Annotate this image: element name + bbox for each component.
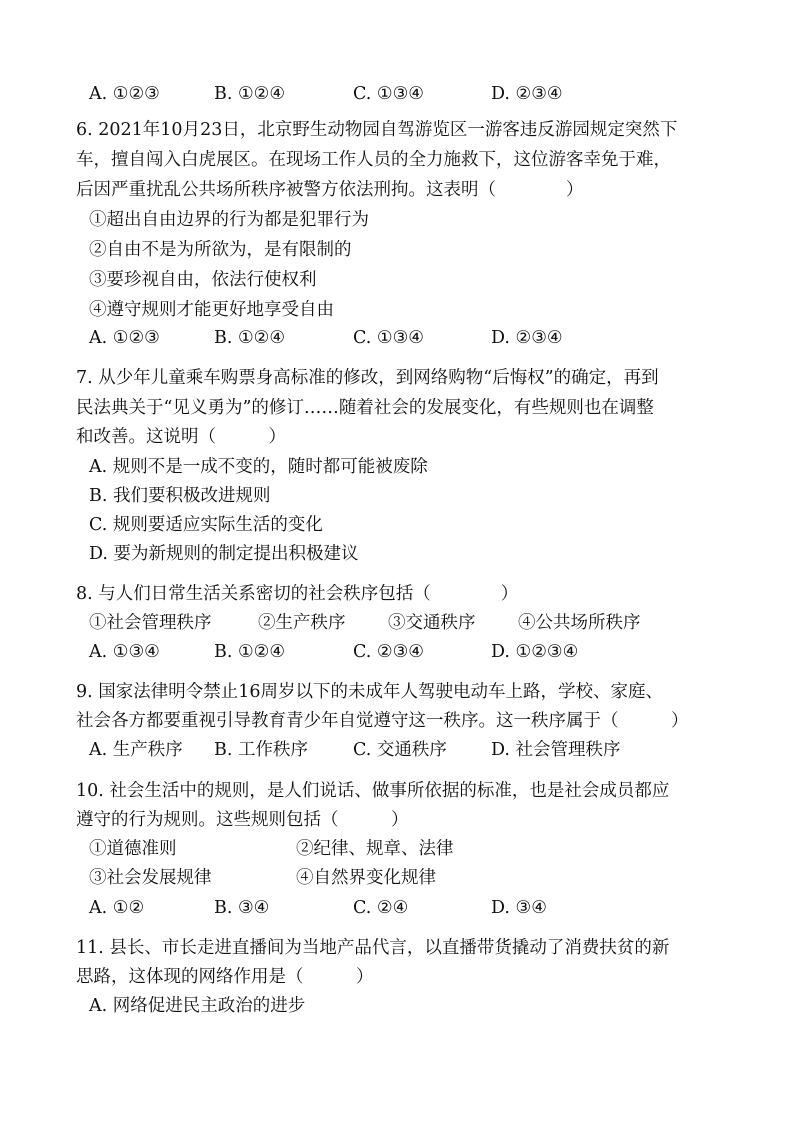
q6-option-d: D. ②③④ — [491, 328, 563, 348]
q8-option-a: A. ①③④ — [89, 642, 160, 662]
q6-option-c: C. ①③④ — [353, 328, 424, 348]
q6-item-1: ①超出自由边界的行为都是犯罪行为 — [89, 210, 369, 230]
q10-item-4: ④自然界变化规律 — [296, 868, 436, 888]
q6-stem-line-2: 车，擅自闯入白虎展区。在现场工作人员的全力施救下，这位游客幸免于难， — [76, 150, 671, 170]
q11-stem-line-2: 思路，这体现的网络作用是（ ） — [76, 967, 374, 987]
q9-option-d: D. 社会管理秩序 — [491, 740, 621, 760]
q11-option-a: A. 网络促进民主政治的进步 — [89, 996, 306, 1016]
q10-option-c: C. ②④ — [353, 898, 409, 918]
q10-option-a: A. ①② — [89, 898, 145, 918]
q8-item-1: ①社会管理秩序 — [89, 613, 212, 633]
q10-item-1: ①道德准则 — [89, 839, 177, 859]
q8-option-b: B. ①②④ — [214, 642, 286, 662]
q6-stem-line-3: 后因严重扰乱公共场所秩序被警方依法刑拘。这表明（ ） — [76, 180, 584, 200]
q8-item-2: ②生产秩序 — [258, 613, 346, 633]
q10-item-3: ③社会发展规律 — [89, 868, 212, 888]
q8-item-3: ③交通秩序 — [388, 613, 476, 633]
q9-option-b: B. 工作秩序 — [214, 740, 308, 760]
q9-stem-line-2: 社会各方都要重视引导教育青少年自觉遵守这一秩序。这一秩序属于（ ） — [76, 711, 689, 731]
q8-option-c: C. ②③④ — [353, 642, 424, 662]
q6-item-4: ④遵守规则才能更好地享受自由 — [89, 300, 334, 320]
q6-option-a: A. ①②③ — [89, 328, 160, 348]
q7-stem-line-3: 和改善。这说明（ ） — [76, 427, 286, 447]
q6-stem-line-1: 6. 2021年10月23日，北京野生动物园自驾游览区一游客违反游园规定突然下 — [76, 120, 678, 140]
q9-option-a: A. 生产秩序 — [89, 740, 183, 760]
q7-stem-line-2: 民法典关于“见义勇为”的修订……随着社会的发展变化，有些规则也在调整 — [76, 398, 654, 418]
q10-stem-line-1: 10. 社会生活中的规则，是人们说话、做事所依据的标准，也是社会成员都应 — [76, 781, 670, 801]
q8-stem: 8. 与人们日常生活关系密切的社会秩序包括（ ） — [76, 584, 519, 604]
q8-item-4: ④公共场所秩序 — [518, 613, 641, 633]
q10-option-b: B. ③④ — [214, 898, 270, 918]
q7-option-c: C. 规则要适应实际生活的变化 — [89, 515, 323, 535]
q5-option-b: B. ①②④ — [214, 84, 286, 104]
q10-stem-line-2: 遵守的行为规则。这些规则包括（ ） — [76, 810, 409, 830]
q5-option-d: D. ②③④ — [491, 84, 563, 104]
q5-option-c: C. ①③④ — [353, 84, 424, 104]
q6-item-2: ②自由不是为所欲为，是有限制的 — [89, 240, 352, 260]
q9-stem-line-1: 9. 国家法律明令禁止16周岁以下的未成年人驾驶电动车上路，学校、家庭、 — [76, 682, 664, 702]
q6-item-3: ③要珍视自由，依法行使权利 — [89, 270, 317, 290]
q9-option-c: C. 交通秩序 — [353, 740, 447, 760]
q10-option-d: D. ③④ — [491, 898, 547, 918]
q11-stem-line-1: 11. 县长、市长走进直播间为当地产品代言，以直播带货撬动了消费扶贫的新 — [76, 938, 670, 958]
q7-stem-line-1: 7. 从少年儿童乘车购票身高标准的修改，到网络购物“后悔权”的确定，再到 — [76, 368, 659, 388]
q8-option-d: D. ①②③④ — [491, 642, 579, 662]
q10-item-2: ②纪律、规章、法律 — [296, 839, 454, 859]
q7-option-a: A. 规则不是一成不变的，随时都可能被废除 — [89, 457, 428, 477]
q5-option-a: A. ①②③ — [89, 84, 160, 104]
q7-option-d: D. 要为新规则的制定提出积极建议 — [89, 544, 359, 564]
q7-option-b: B. 我们要积极改进规则 — [89, 486, 271, 506]
q6-option-b: B. ①②④ — [214, 328, 286, 348]
